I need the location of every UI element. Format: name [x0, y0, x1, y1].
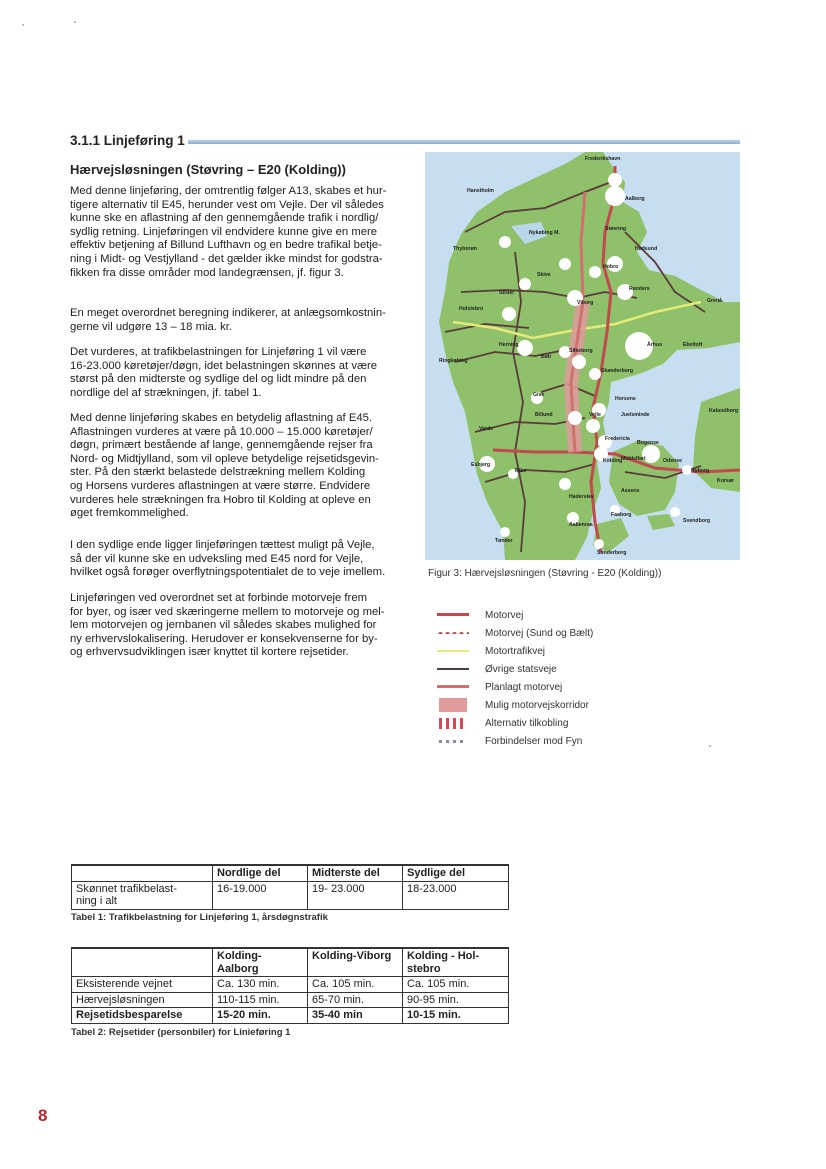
paragraph-intro: Med denne linjeføring, der omtrentlig følger A13, skabes et hur- tigere alternativ til E45, herunder vest om Vejle. Der vil således kunne ske en aflastning af den gennemgående trafik i nordlig/ sydlig retning. Linjeføringen vil endvidere kunne give en mere effektiv betjening af Billund Lufthavn og en bedre trafikal betje- ning i Midt- og Vestjylland - det gælder ikke mindst for godstra- fikken fra disse områder mod landegrænsen, jf. figur 3. — [70, 185, 387, 279]
map-city-label: Hanstholm — [467, 188, 494, 194]
scan-speck — [709, 745, 711, 747]
route-map — [425, 152, 740, 560]
title-rule — [188, 140, 740, 144]
table1-caption: Tabel 1: Trafikbelastning for Linjeføring 1, årsdøgnstrafik — [71, 912, 328, 923]
map-city-label: Horsens — [615, 396, 636, 402]
table-header-row — [72, 948, 509, 977]
map-city-label: Haderslev — [569, 494, 594, 500]
map-city-label: Esbjerg — [471, 462, 491, 468]
table-cell: 19- 23.000 — [308, 881, 403, 909]
map-city-label: Hobro — [603, 264, 619, 270]
paragraph-business: Linjeføringen ved overordnet set at forbinde motorveje frem for byer, og især ved skæringerne mellem to motorveje og mel- lem motorvejen og jernbanen vil således skabes mulighed for ny erhvervslokalisering. Herudover er konsekvenserne for by- og erhvervsudviklingen især knyttet til kortere rejsetider. — [70, 592, 385, 659]
map-city-label: Svendborg — [683, 518, 711, 524]
map-city-label: Fredericia — [605, 436, 630, 442]
map-city-label: Thyborøn — [453, 246, 477, 252]
map-city-label: Skive — [537, 272, 551, 278]
figure-caption: Figur 3: Hærvejsløsningen (Støvring - E20 (Kolding)) — [428, 568, 662, 579]
table-cell: Ca. 105 min. — [403, 977, 509, 993]
map-city-label: Give — [533, 392, 545, 398]
table-row-label: Rejsetidsbesparelse — [72, 1008, 213, 1024]
map-city-label: Faaborg — [611, 512, 632, 518]
map-city-label: Nyborg — [691, 468, 710, 474]
map-city-label: Kolding — [603, 458, 623, 464]
scan-speck — [22, 24, 24, 26]
table2-caption: Tabel 2: Rejsetider (personbiler) for Linieføring 1 — [71, 1027, 291, 1038]
table-cell: 15-20 min. — [213, 1008, 308, 1024]
table-cell: 110-115 min. — [213, 992, 308, 1008]
map-city-label: Ribe — [515, 468, 527, 474]
paragraph-relief: Med denne linjeføring skabes en betydelig aflastning af E45. Aflastningen vurderes at være på 10.000 – 15.000 køretøjer/ døgn, primært bestående af lange, gennemgående rejser fra Nord- og Midtjylland, som vil opleve betydelige rejsetidsgevin- ster. På den stærkt belastede delstrækning mellem Kolding og Horsens vurderes aflastningen at være større. Endvidere vurderes hele strækningen fra Hobro til Kolding at opleve en øget fremkommelighed. — [70, 412, 379, 520]
map-city-label: Billund — [535, 412, 553, 418]
legend-swatch-mulig-korridor — [435, 698, 471, 712]
legend-item-alternativ-tilkobling: Alternativ tilkobling — [435, 716, 568, 730]
map-city-label: Sønderborg — [597, 550, 627, 556]
legend-item-motorvej-sund: Motorvej (Sund og Bælt) — [435, 626, 593, 640]
table-header-cell: Kolding- Aalborg — [213, 948, 308, 977]
table-row — [72, 977, 509, 993]
map-city-label: Vejle — [589, 412, 601, 418]
paragraph-traffic-load: Det vurderes, at trafikbelastningen for Linjeføring 1 vil være 16-23.000 køretøjer/døgn, idet belastningen skønnes at være størst på den midterste og sydlige del og lidt mindre på den nordlige del af strækningen, jf. tabel 1. — [70, 346, 378, 399]
table-cell: 35-40 min — [308, 1008, 403, 1024]
map-city-label: Middelfart — [621, 456, 646, 462]
map-city-label: Aabenraa — [569, 522, 593, 528]
map-city-label: Aalborg — [625, 196, 645, 202]
legend-swatch-motorvej — [435, 608, 471, 622]
table-row-label: Skønnet trafikbelast- ning i alt — [72, 881, 213, 909]
legend-item-planlagt-motorvej: Planlagt motorvej — [435, 680, 562, 694]
table-header-cell: Kolding-Viborg — [308, 948, 403, 977]
table-header-cell — [72, 865, 213, 881]
map-city-label: Støvring — [605, 226, 627, 232]
map-city-label: Viborg — [577, 300, 594, 306]
table-cell: Ca. 105 min. — [308, 977, 403, 993]
map-city-label: Herning — [499, 342, 519, 348]
paragraph-cost: En meget overordnet beregning indikerer, at anlægsomkostnin- gerne vil udgøre 13 – 18 mia. kr. — [70, 307, 386, 333]
section-subtitle: Hærvejsløsningen (Støvring – E20 (Kolding)) — [70, 162, 346, 177]
legend-item-ovrige-statsveje: Øvrige statsveje — [435, 662, 557, 676]
legend-swatch-planlagt-motorvej — [435, 680, 471, 694]
legend-item-forbindelser-fyn: Forbindelser mod Fyn — [435, 734, 582, 748]
legend-item-motortrafikvej: Motortrafikvej — [435, 644, 545, 658]
map-city-label: Holstebro — [459, 306, 484, 312]
map-city-label: Silkeborg — [569, 348, 593, 354]
map-city-label: Grenå — [707, 298, 722, 304]
table-cell: 90-95 min. — [403, 992, 509, 1008]
map-city-label: Hadsund — [635, 246, 658, 252]
map-city-label: Ringkøbing — [439, 358, 468, 364]
map-city-label: Skanderborg — [601, 368, 633, 374]
table-header-row — [72, 865, 509, 881]
map-city-label: Århus — [647, 342, 662, 348]
map-city-label: Randers — [629, 286, 650, 292]
table-cell: 65-70 min. — [308, 992, 403, 1008]
legend-swatch-alternativ-tilkobling — [435, 716, 471, 730]
traffic-table — [71, 864, 509, 910]
table-row-total — [72, 1008, 509, 1024]
table-cell: 16-19.000 — [213, 881, 308, 909]
table-row — [72, 992, 509, 1008]
table-row — [72, 881, 509, 909]
table-row-label: Eksisterende vejnet — [72, 977, 213, 993]
travel-time-table — [71, 947, 509, 1024]
legend-item-mulig-korridor: Mulig motorvejskorridor — [435, 698, 589, 712]
section-title: 3.1.1 Linjeføring 1 — [70, 133, 185, 148]
map-city-label: Assens — [621, 488, 640, 494]
map-city-label: Nykøbing M. — [529, 230, 560, 236]
map-city-label: Odense — [663, 458, 683, 464]
map-city-label: Bølr — [541, 354, 552, 360]
legend-item-motorvej: Motorvej — [435, 608, 523, 622]
legend-swatch-motorvej-sund — [435, 626, 471, 640]
map-city-label: Kalundborg — [709, 408, 739, 414]
map-city-label: Korsør — [717, 478, 735, 484]
table-cell: 18-23.000 — [403, 881, 509, 909]
table-cell: 10-15 min. — [403, 1008, 509, 1024]
scan-speck — [74, 21, 76, 23]
map-city-label: Juelsminde — [621, 412, 650, 418]
table-header-cell: Kolding - Hol- stebro — [403, 948, 509, 977]
map-city-label: Bogense — [637, 440, 659, 446]
map-city-label: Ebeltoft — [683, 342, 703, 348]
paragraph-vejle: I den sydlige ende ligger linjeføringen tættest muligt på Vejle, så der vil kunne ske en udveksling med E45 nord for Vejle, hvilket også forøger overflytningspotentialet de to veje imellem. — [70, 539, 386, 579]
map-city-label: Frederikshavn — [585, 156, 621, 162]
table-header-cell: Nordlige del — [213, 865, 308, 881]
map-city-label: Tønder — [495, 538, 513, 544]
legend-swatch-forbindelser-fyn — [435, 734, 471, 748]
table-header-cell: Sydlige del — [403, 865, 509, 881]
table-header-cell — [72, 948, 213, 977]
map-city-label: Struer — [499, 290, 515, 296]
table-cell: Ca. 130 min. — [213, 977, 308, 993]
page-number: 8 — [38, 1106, 48, 1125]
map-city-label: Varde — [479, 426, 494, 432]
legend-swatch-motortrafikvej — [435, 644, 471, 658]
table-row-label: Hærvejsløsningen — [72, 992, 213, 1008]
legend-swatch-ovrige-statsveje — [435, 662, 471, 676]
table-header-cell: Midterste del — [308, 865, 403, 881]
